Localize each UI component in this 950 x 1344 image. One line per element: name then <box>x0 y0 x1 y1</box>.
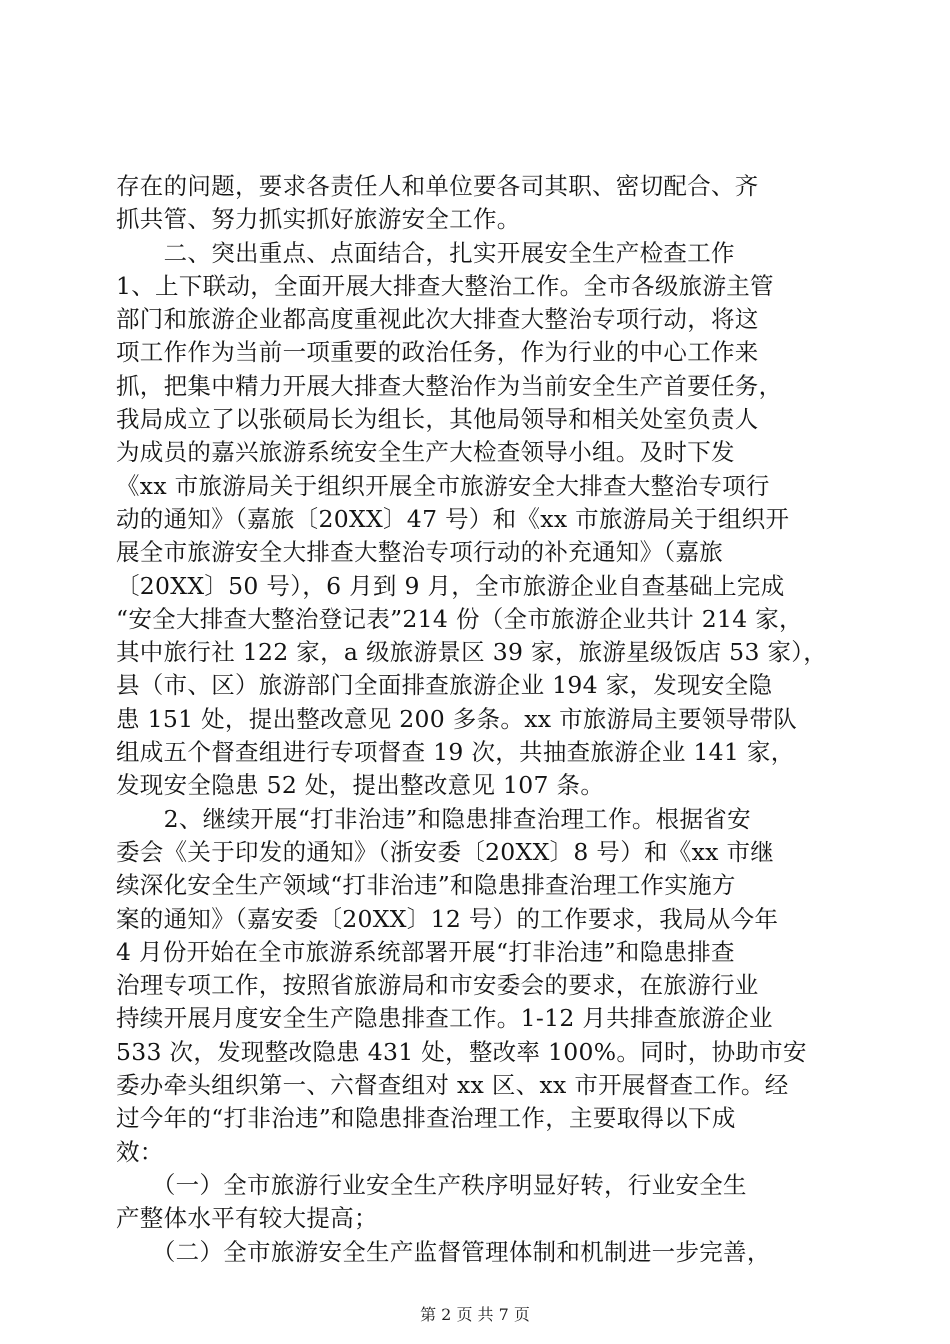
text-line: 1、上下联动，全面开展大排查大整治工作。全市各级旅游主管 <box>116 271 774 300</box>
text-line: 委办牵头组织第一、六督查组对 xx 区、xx 市开展督查工作。经 <box>116 1071 789 1100</box>
text-line: 部门和旅游企业都高度重视此次大排查大整治专项行动，将这 <box>116 305 759 334</box>
text-line: 发现安全隐患 52 处，提出整改意见 107 条。 <box>116 771 605 800</box>
document-body <box>116 170 834 1269</box>
text-line: 2、继续开展“打非治违”和隐患排查治理工作。根据省安 <box>116 804 751 833</box>
text-line: 项工作作为当前一项重要的政治任务，作为行业的中心工作来 <box>116 338 759 367</box>
text-line: 抓共管、努力抓实抓好旅游安全工作。 <box>116 205 521 234</box>
text-line: （一）全市旅游行业安全生产秩序明显好转，行业安全生 <box>116 1170 747 1199</box>
text-line: 我局成立了以张硕局长为组长，其他局领导和相关处室负责人 <box>116 405 759 434</box>
text-line: “安全大排查大整治登记表”214 份（全市旅游企业共计 214 家， <box>116 604 803 633</box>
page-footer: 第 2 页 共 7 页 <box>420 1305 530 1324</box>
text-line: 组成五个督查组进行专项督查 19 次，共抽查旅游企业 141 家， <box>116 738 795 767</box>
text-line: 产整体水平有较大提高； <box>116 1204 378 1233</box>
text-line: 委会《关于印发的通知》（浙安委〔20XX〕8 号）和《xx 市继 <box>116 837 775 866</box>
text-line: 持续开展月度安全生产隐患排查工作。1-12 月共排查旅游企业 <box>116 1004 773 1033</box>
text-line: 患 151 处，提出整改意见 200 多条。xx 市旅游局主要领导带队 <box>116 704 798 733</box>
text-line: 二、突出重点、点面结合，扎实开展安全生产检查工作 <box>116 238 735 267</box>
text-line: 效： <box>116 1137 164 1166</box>
text-line: 4 月份开始在全市旅游系统部署开展“打非治违”和隐患排查 <box>116 937 735 966</box>
text-line: 动的通知》（嘉旅〔20XX〕47 号）和《xx 市旅游局关于组织开 <box>116 504 790 533</box>
text-line: 存在的问题，要求各责任人和单位要各司其职、密切配合、齐 <box>116 172 759 200</box>
text-line: 续深化安全生产领域“打非治违”和隐患排查治理工作实施方 <box>116 871 736 900</box>
text-line: 案的通知》（嘉安委〔20XX〕12 号）的工作要求，我局从今年 <box>116 904 779 933</box>
text-line: 展全市旅游安全大排查大整治专项行动的补充通知》（嘉旅 <box>116 538 724 567</box>
text-line: 533 次，发现整改隐患 431 处，整改率 100%。同时，协助市安 <box>116 1037 807 1066</box>
text-line: 其中旅行社 122 家，a 级旅游景区 39 家，旅游星级饭店 53 家）， <box>116 638 828 667</box>
text-line: 治理专项工作，按照省旅游局和市安委会的要求，在旅游行业 <box>116 971 759 1000</box>
text-line: 《xx 市旅游局关于组织开展全市旅游安全大排查大整治专项行 <box>116 471 770 500</box>
text-line: （二）全市旅游安全生产监督管理体制和机制进一步完善， <box>116 1237 771 1266</box>
text-line: 抓，把集中精力开展大排查大整治作为当前安全生产首要任务， <box>116 371 783 400</box>
text-line: 〔20XX〕50 号），6 月到 9 月，全市旅游企业自查基础上完成 <box>116 571 785 600</box>
text-line: 过今年的“打非治违”和隐患排查治理工作，主要取得以下成 <box>116 1104 736 1133</box>
text-line: 县（市、区）旅游部门全面排查旅游企业 194 家，发现安全隐 <box>116 671 773 700</box>
text-line: 为成员的嘉兴旅游系统安全生产大检查领导小组。及时下发 <box>116 438 735 467</box>
